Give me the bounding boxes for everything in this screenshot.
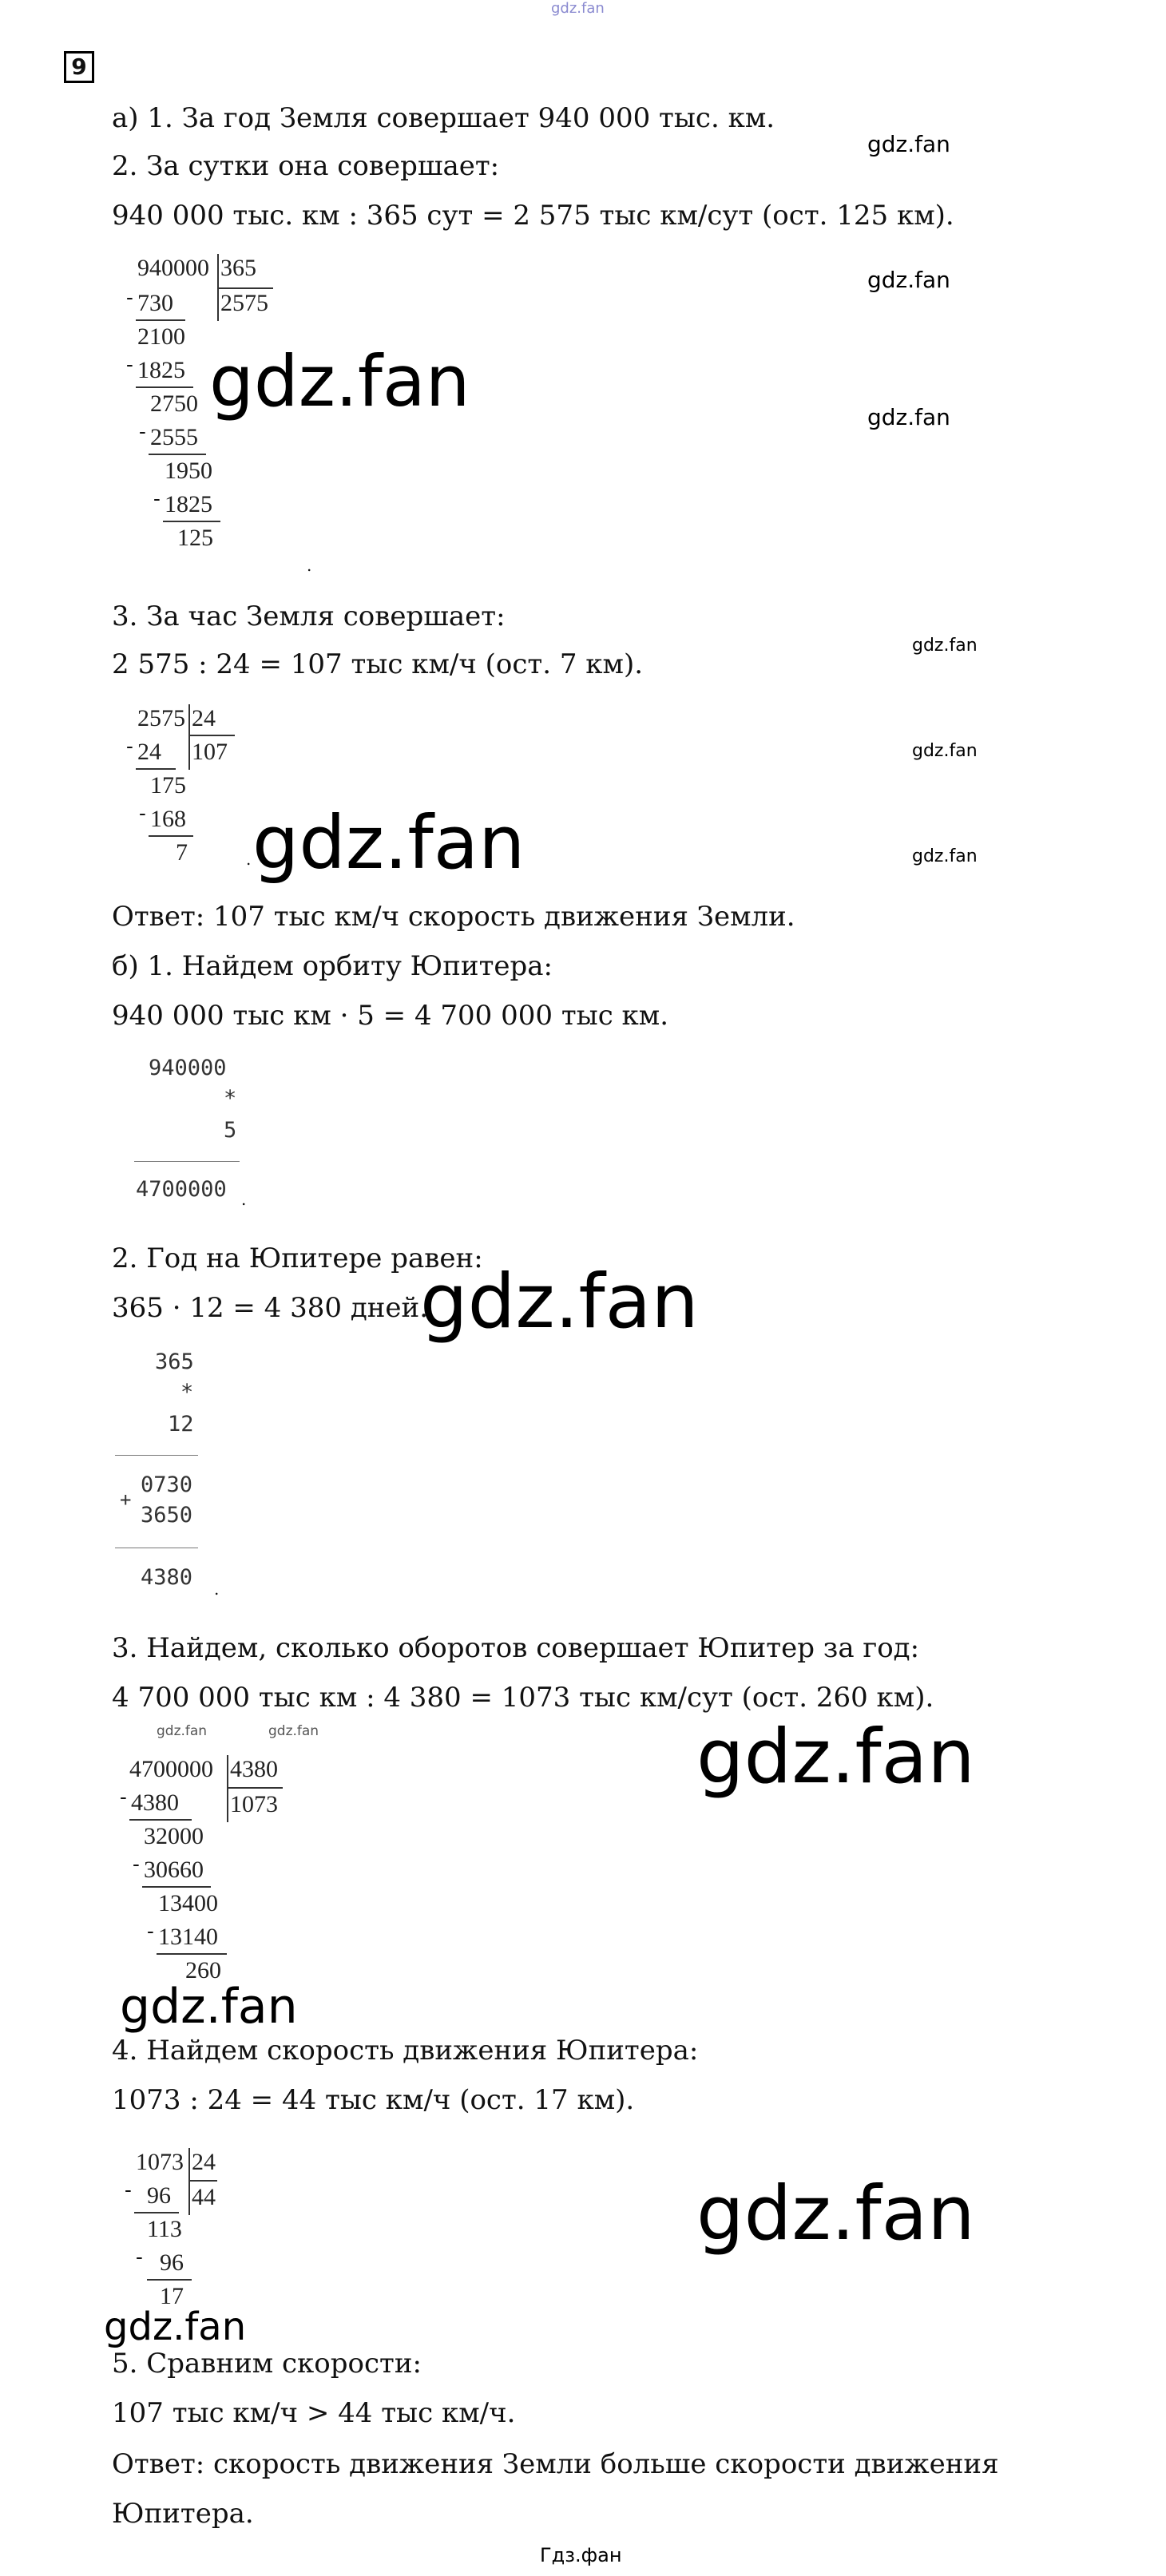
small-watermark: gdz.fan <box>867 267 950 293</box>
small-watermark: gdz.fan <box>867 404 950 430</box>
div2-dividend: 2575 <box>137 705 185 731</box>
mul2-p2: 3650 <box>141 1503 193 1528</box>
mul1-result: 4700000 <box>136 1177 227 1202</box>
div3-quotient: 1073 <box>230 1791 278 1817</box>
part-b-answer-line-1: Ответ: скорость движения Земли больше скорости движения <box>112 2448 999 2480</box>
part-b-line-7: 4. Найдем скорость движения Юпитера: <box>112 2035 699 2067</box>
div1-step: 2555 <box>150 424 198 450</box>
div1-step: 1950 <box>165 458 212 484</box>
div1-step: 2750 <box>150 390 198 417</box>
part-b-line-1: б) 1. Найдем орбиту Юпитера: <box>112 950 553 982</box>
small-watermark: gdz.fan <box>867 131 950 157</box>
part-a-line-1: а) 1. За год Земля совершает 940 000 тыс. км. <box>112 102 775 134</box>
mul1-a: 940000 <box>149 1056 227 1080</box>
div2-quotient: 107 <box>192 739 228 765</box>
div1-divisor: 365 <box>220 255 256 281</box>
div1-step: 2100 <box>137 323 185 350</box>
small-watermark: gdz.fan <box>912 741 978 761</box>
large-watermark: gdz.fan <box>252 800 525 886</box>
div1-step: 730 <box>137 290 173 316</box>
mul2-a: 365 <box>155 1349 194 1374</box>
div1-step: 1825 <box>137 357 185 383</box>
large-watermark: gdz.fan <box>104 2305 247 2349</box>
div1-quotient: 2575 <box>220 290 268 316</box>
mul2-op: * <box>180 1380 194 1405</box>
large-watermark: gdz.fan <box>696 1714 975 1801</box>
div3-step: 260 <box>185 1957 221 1984</box>
large-watermark: gdz.fan <box>696 2170 975 2257</box>
div2-step: 168 <box>150 806 186 832</box>
part-b-line-3: 2. Год на Юпитере равен: <box>112 1242 483 1274</box>
top-watermark: gdz.fan <box>551 0 605 17</box>
part-b-line-4: 365 · 12 = 4 380 дней. <box>112 1292 429 1324</box>
div2-step: 24 <box>137 739 161 765</box>
div4-step: 17 <box>160 2283 184 2309</box>
large-watermark: gdz.fan <box>420 1258 699 1345</box>
div2-step: 7 <box>176 839 188 866</box>
part-a-answer: Ответ: 107 тыс км/ч скорость движения Земли. <box>112 901 795 933</box>
div3-step: 32000 <box>144 1823 204 1849</box>
mul1-op: * <box>224 1086 237 1111</box>
div3-step: 4380 <box>131 1789 179 1816</box>
div3-dividend: 4700000 <box>129 1756 213 1782</box>
small-watermark: gdz.fan <box>912 846 978 866</box>
mul2-p1: 0730 <box>141 1472 193 1497</box>
small-watermark: gdz.fan <box>157 1723 208 1739</box>
large-watermark: gdz.fan <box>209 340 470 422</box>
mul1-b: 5 <box>224 1118 237 1143</box>
small-watermark: gdz.fan <box>912 636 978 656</box>
part-b-line-2: 940 000 тыс км · 5 = 4 700 000 тыс км. <box>112 1000 669 1032</box>
part-a-line-5: 2 575 : 24 = 107 тыс км/ч (ост. 7 км). <box>112 648 644 680</box>
div4-step: 113 <box>147 2216 182 2242</box>
div3-step: 13400 <box>158 1890 218 1916</box>
part-b-line-6: 4 700 000 тыс км : 4 380 = 1073 тыс км/сут (ост. 260 км). <box>112 1682 934 1714</box>
part-b-answer-line-2: Юпитера. <box>112 2498 254 2530</box>
div4-step: 96 <box>147 2182 171 2209</box>
div3-step: 30660 <box>144 1857 204 1883</box>
div4-divisor: 24 <box>192 2149 216 2175</box>
part-b-line-10: 107 тыс км/ч > 44 тыс км/ч. <box>112 2397 516 2429</box>
div1-step: 125 <box>177 525 213 551</box>
div4-step: 96 <box>160 2249 184 2276</box>
div3-step: 13140 <box>158 1924 218 1950</box>
div2-step: 175 <box>150 772 186 799</box>
part-a-line-4: 3. За час Земля совершает: <box>112 600 506 632</box>
part-a-line-2: 2. За сутки она совершает: <box>112 150 500 182</box>
mul2-b: 12 <box>168 1412 194 1437</box>
div3-divisor: 4380 <box>230 1756 278 1782</box>
part-a-line-3: 940 000 тыс. км : 365 сут = 2 575 тыс км/сут (ост. 125 км). <box>112 200 954 232</box>
part-b-line-9: 5. Сравним скорости: <box>112 2348 422 2380</box>
div1-dividend: 940000 <box>137 255 209 281</box>
mul2-plus: + <box>120 1488 132 1511</box>
part-b-line-8: 1073 : 24 = 44 тыс км/ч (ост. 17 км). <box>112 2084 635 2116</box>
large-watermark: gdz.fan <box>120 1979 298 2035</box>
div4-quotient: 44 <box>192 2184 216 2210</box>
part-b-line-5: 3. Найдем, сколько оборотов совершает Юпитер за год: <box>112 1632 920 1664</box>
task-number-badge: 9 <box>64 51 94 83</box>
div1-step: 1825 <box>165 491 212 517</box>
mul2-result: 4380 <box>141 1565 193 1590</box>
div4-dividend: 1073 <box>136 2149 184 2175</box>
div2-divisor: 24 <box>192 705 216 731</box>
footer-watermark: Гдз.фан <box>540 2544 622 2566</box>
small-watermark: gdz.fan <box>268 1723 319 1739</box>
